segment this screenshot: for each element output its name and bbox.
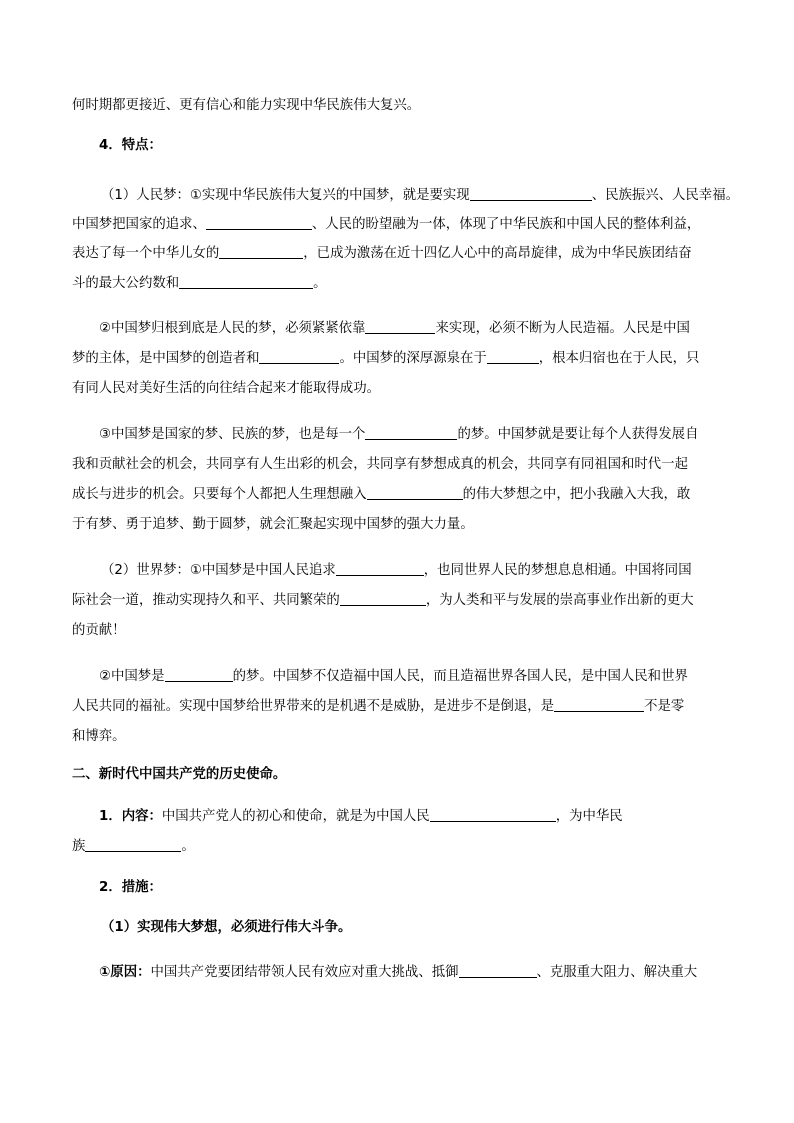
section-heading-features: 4．特点： <box>99 138 162 153</box>
text-line: ③中国梦是国家的梦、民族的梦，也是每一个 的梦。中国梦就是要让每个人获得发展自 <box>99 424 698 446</box>
section-heading-mission: 二、新时代中国共产党的历史使命。 <box>72 767 287 782</box>
fill-blank[interactable] <box>179 273 313 289</box>
text-line: 中国梦把国家的追求、 、人民的盼望融为一体，体现了中华民族和中国人民的整体利益， <box>72 214 700 236</box>
fill-blank[interactable] <box>85 836 181 852</box>
fill-blank[interactable] <box>340 590 426 606</box>
fill-blank[interactable] <box>219 243 303 259</box>
text-line: 我和贡献社会的机会，共同享有人生出彩的机会，共同享有梦想成真的机会，共同享有同祖国和时代一起 <box>72 457 688 472</box>
text-line: 成长与进步的机会。只要每个人都把人生理想融入 的伟大梦想之中，把小我融入大我，敢 <box>72 484 690 506</box>
fill-blank[interactable] <box>259 348 339 364</box>
text-line: 于有梦、勇于追梦、勤于圆梦，就会汇聚起实现中国梦的强大力量。 <box>72 517 474 532</box>
text-line: 何时期都更接近、更有信心和能力实现中华民族伟大复兴。 <box>72 98 421 113</box>
text-line: 表达了每一个中华儿女的 ，已成为激荡在近十四亿人心中的高昂旋律，成为中华民族团结奋 <box>72 243 692 265</box>
text-line: 斗的最大公约数和 。 <box>72 273 327 295</box>
text-line: 际社会一道，推动实现持久和平、共同繁荣的 ，为人类和平与发展的崇高事业作出新的更大 <box>72 590 694 612</box>
text-line: 人民共同的福祉。实现中国梦给世界带来的是机遇不是威胁，是进步不是倒退，是 不是零 <box>72 696 684 718</box>
fill-blank[interactable] <box>365 318 435 334</box>
text-line: ②中国梦归根到底是人民的梦，必须紧紧依靠 来实现，必须不断为人民造福。人民是中国 <box>99 318 690 340</box>
text-line: 1．内容：中国共产党人的初心和使命，就是为中国人民 ，为中华民 <box>99 806 623 828</box>
fill-blank[interactable] <box>336 560 424 576</box>
text-line: 族 。 <box>72 836 195 858</box>
fill-blank[interactable] <box>365 424 457 440</box>
fill-blank[interactable] <box>487 348 539 364</box>
fill-blank[interactable] <box>206 214 312 230</box>
fill-blank[interactable] <box>165 666 233 682</box>
fill-blank[interactable] <box>470 185 592 201</box>
text-line: （2）世界梦：①中国梦是中国人民追求 ，也同世界人民的梦想息息相通。中国将同国 <box>101 560 692 582</box>
fill-blank[interactable] <box>459 962 537 978</box>
text-line: 和博弈。 <box>72 729 126 744</box>
subsection-heading: （1）实现伟大梦想，必须进行伟大斗争。 <box>101 920 352 935</box>
text-line: 梦的主体，是中国梦的创造者和 。中国梦的深厚源泉在于 ，根本归宿也在于人民，只 <box>72 348 699 370</box>
text-line: ②中国梦是 的梦。中国梦不仅造福中国人民，而且造福世界各国人民，是中国人民和世界 <box>99 666 688 688</box>
text-line: ①原因：中国共产党要团结带领人民有效应对重大挑战、抵御 、克服重大阻力、解决重大 <box>99 962 697 984</box>
text-line: （1）人民梦：①实现中华民族伟大复兴的中国梦，就是要实现 、民族振兴、人民幸福。 <box>101 185 739 207</box>
fill-blank[interactable] <box>430 806 556 822</box>
fill-blank[interactable] <box>367 484 463 500</box>
text-line: 有同人民对美好生活的向往结合起来才能取得成功。 <box>72 381 380 396</box>
text-line: 的贡献！ <box>72 623 126 638</box>
fill-blank[interactable] <box>554 696 644 712</box>
section-heading-measures: 2．措施： <box>99 880 162 895</box>
